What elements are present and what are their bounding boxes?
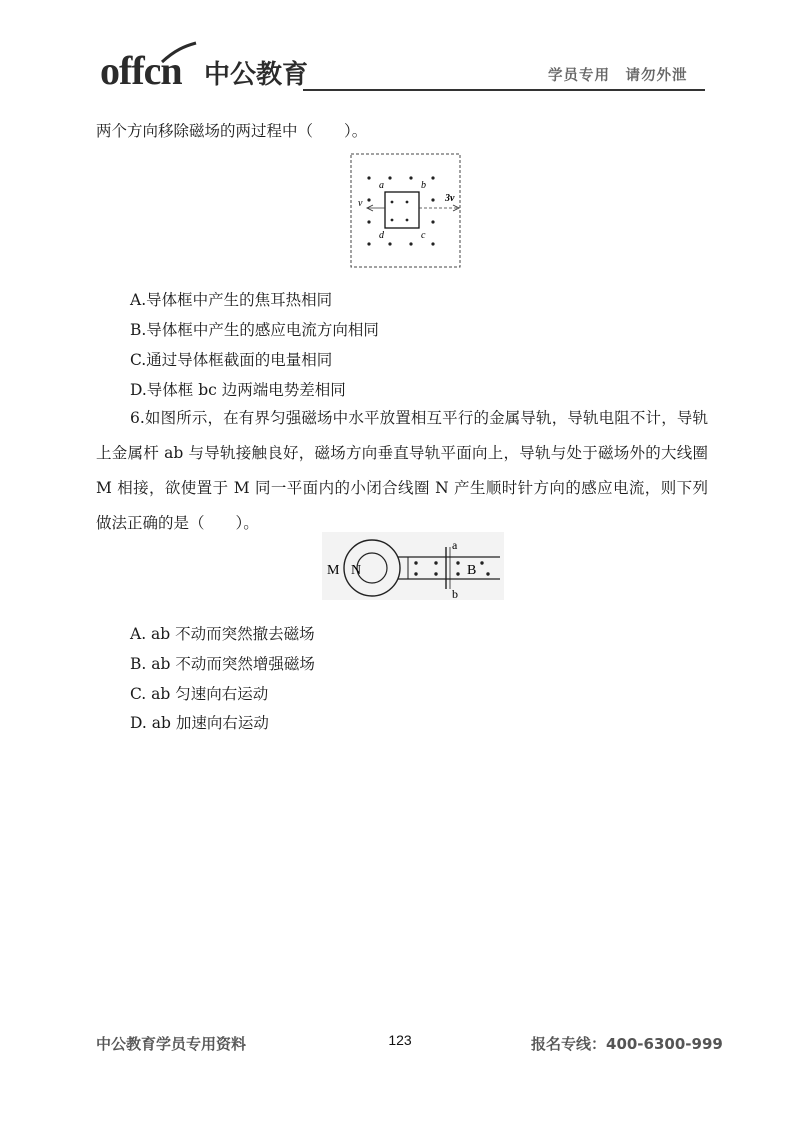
magnetic-field-square-diagram — [349, 152, 464, 270]
field-boundary — [351, 154, 460, 267]
q5-option-c: C.通过导体框截面的电量相同 — [130, 351, 333, 369]
footer-left: 中公教育学员专用资料 — [96, 1035, 247, 1053]
brand-cn: 中公教育 — [204, 60, 309, 89]
label-c: c — [421, 230, 426, 241]
q5-option-d: D.导体框 bc 边两端电势差相同 — [130, 381, 346, 399]
q6-option-b: B. ab 不动而突然增强磁场 — [130, 655, 315, 673]
label-b: b — [421, 180, 426, 191]
q6-option-c: C. ab 匀速向右运动 — [130, 685, 269, 703]
label-v: v — [358, 198, 363, 209]
logo-text: offcn — [100, 48, 182, 92]
footer-hotline: 报名专线：400-6300-999 — [531, 1035, 723, 1053]
q5-figure — [349, 152, 464, 270]
figure-background — [322, 532, 504, 600]
q6-option-d: D. ab 加速向右运动 — [130, 714, 269, 732]
label-a2: a — [452, 538, 458, 552]
q6-option-a: A. ab 不动而突然撤去磁场 — [130, 625, 315, 643]
offcn-logo — [100, 40, 310, 92]
label-a: a — [379, 180, 384, 191]
header-rule — [303, 89, 705, 91]
label-d: d — [379, 230, 384, 241]
q5-stem-tail: 两个方向移除磁场的两过程中（ ）。 — [96, 122, 368, 140]
q6-stem: 6.如图所示，在有界匀强磁场中水平放置相互平行的金属导轨，导轨电阻不计，导轨上金属杆 ab 与导轨接触良好，磁场方向垂直导轨平面向上，导轨与处于磁场外的大线圈 M 相接，欲使置于 M 同一平面内的小闭合线圈 N 产生顺时针方向的感应电流，则下列做法正确的是（ ）。 — [96, 409, 708, 532]
label-3v: 3v — [445, 193, 455, 204]
label-M: M — [327, 563, 340, 578]
label-B: B — [467, 563, 477, 578]
coil-rail-diagram — [322, 532, 504, 600]
q5-option-b: B.导体框中产生的感应电流方向相同 — [130, 321, 379, 339]
label-b2: b — [452, 587, 458, 600]
conductor-frame — [385, 192, 419, 228]
logo-mark — [100, 40, 310, 92]
page-number: 123 — [388, 1032, 412, 1048]
q6-figure — [322, 532, 504, 600]
q5-option-a: A.导体框中产生的焦耳热相同 — [130, 291, 333, 309]
header-tag: 学员专用 请勿外泄 — [548, 68, 688, 84]
label-N: N — [351, 563, 362, 578]
